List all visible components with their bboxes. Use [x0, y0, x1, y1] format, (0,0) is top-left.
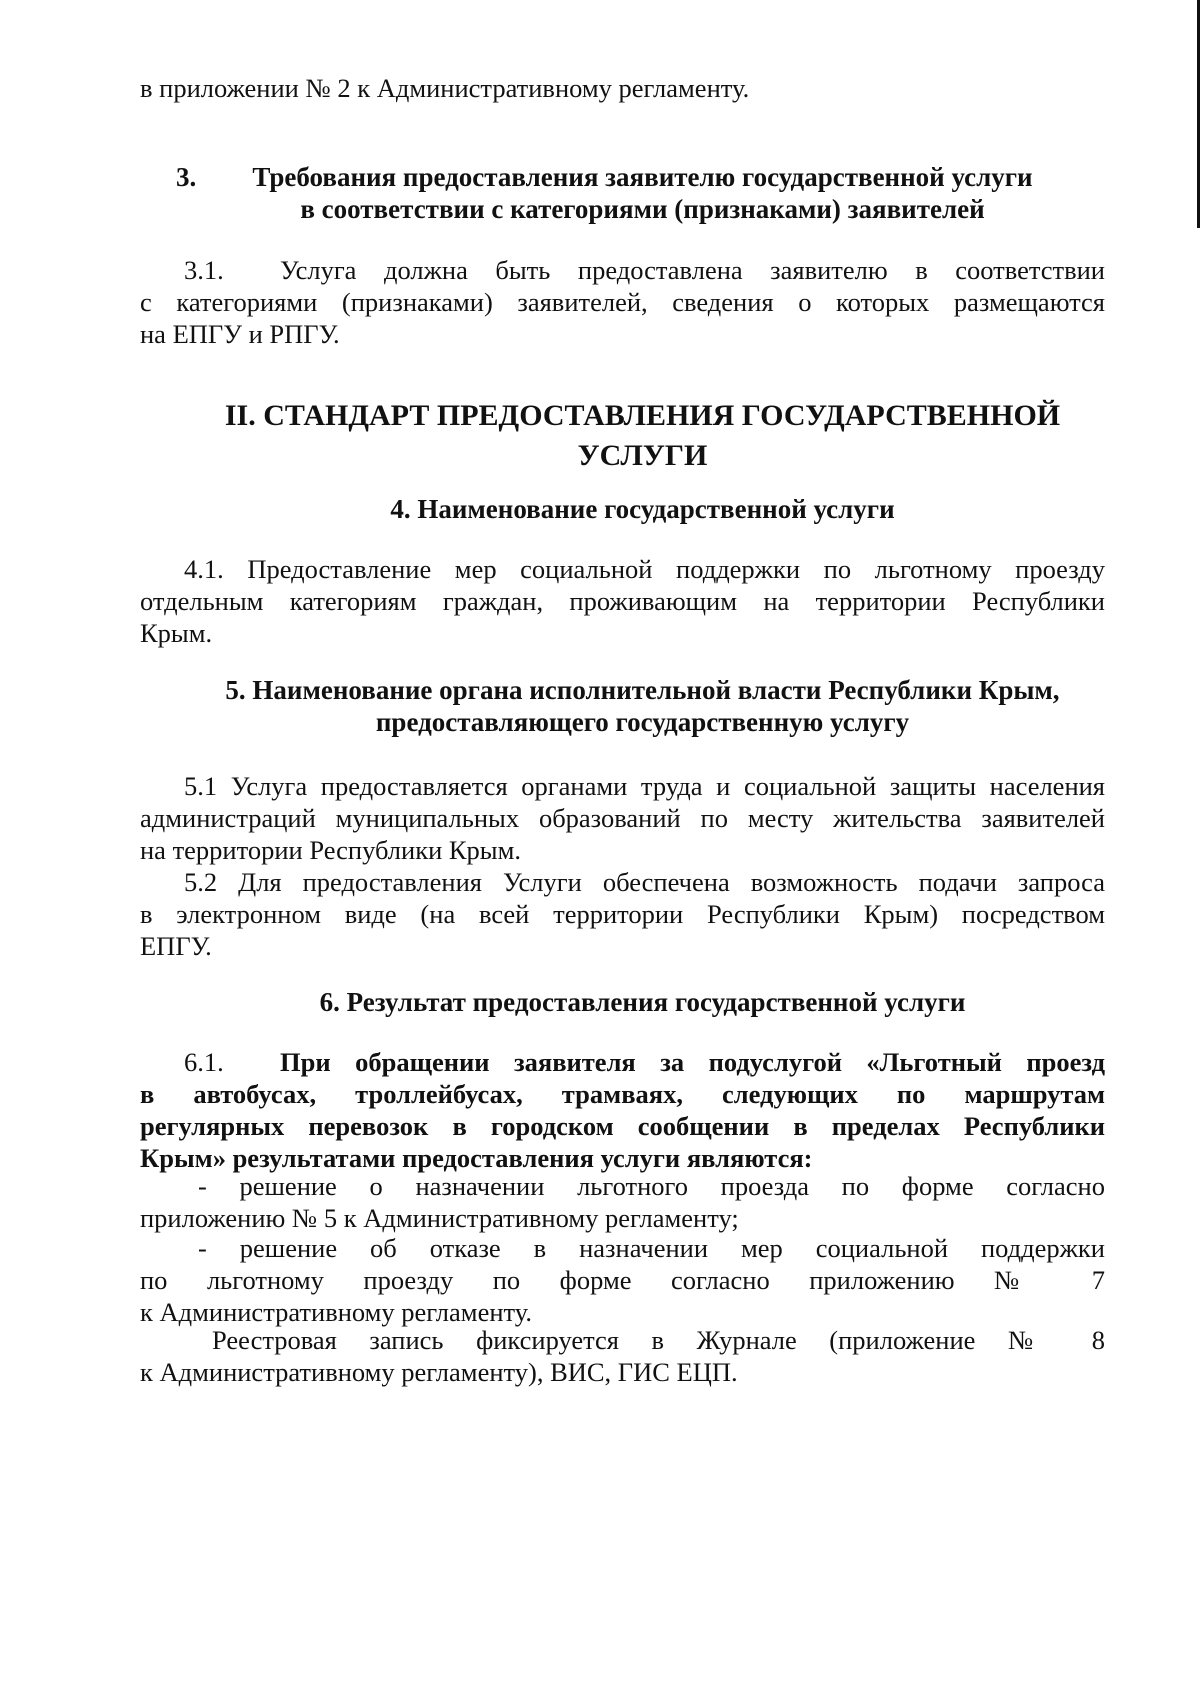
paragraph-3-1-line-3: на ЕПГУ и РПГУ.: [140, 319, 340, 349]
registry-note: [140, 1324, 1105, 1388]
paragraph-5-2-line-2: в электронном виде (на всей территории Республики Крым) посредством: [140, 899, 1105, 929]
intro-line: в приложении № 2 к Административному регламенту.: [140, 73, 750, 103]
paragraph-5-1-line-2: администраций муниципальных образований по месту жительства заявителей: [140, 803, 1105, 833]
result-item-2-line-3: к Административному регламенту.: [140, 1297, 532, 1327]
result-item-2: [140, 1232, 1105, 1328]
paragraph-5-2-line-3: ЕПГУ.: [140, 931, 212, 961]
paragraph-6-1: [140, 1046, 1105, 1174]
paragraph-5-1: [140, 770, 1105, 866]
result-item-1-line-1: - решение о назначении льготного проезда по форме согласно: [198, 1171, 1105, 1201]
result-item-1-line-2: приложению № 5 к Административному регламенту;: [140, 1203, 739, 1233]
paragraph-6-1-number: 6.1.: [184, 1047, 224, 1077]
part-2-title-line-1: II. СТАНДАРТ ПРЕДОСТАВЛЕНИЯ ГОСУДАРСТВЕННОЙ: [224, 399, 1061, 432]
paragraph-3-1-number: 3.1.: [184, 255, 224, 285]
paragraph-4-1: [140, 553, 1105, 649]
part-2-heading: [140, 396, 1105, 476]
part-2-title-line-2: УСЛУГИ: [577, 439, 708, 472]
result-item-1: [140, 1170, 1105, 1234]
paragraph-4-1-line-1: 4.1. Предоставление мер социальной поддержки по льготному проезду: [184, 554, 1105, 584]
registry-note-line-2: к Административному регламенту), ВИС, ГИС ЕЦП.: [140, 1357, 738, 1387]
section-3-heading: [140, 161, 1105, 225]
section-6-title: 6. Результат предоставления государственной услуги: [319, 987, 966, 1017]
paragraph-5-2-line-1: 5.2 Для предоставления Услуги обеспечена возможность подачи запроса: [184, 867, 1105, 897]
paragraph-6-1-line-4: Крым» результатами предоставления услуги являются:: [140, 1143, 813, 1173]
paragraph-4-1-line-3: Крым.: [140, 618, 213, 648]
section-5-title-line-2: предоставляющего государственную услугу: [375, 707, 910, 737]
section-3-title-line-2: в соответствии с категориями (признаками) заявителей: [300, 194, 985, 224]
paragraph-6-1-line-1: При обращении заявителя за подуслугой «Льготный проезд: [280, 1047, 1105, 1077]
paragraph-6-1-line-2: в автобусах, троллейбусах, трамваях, следующих по маршрутам: [140, 1079, 1105, 1109]
paragraph-6-1-line-3: регулярных перевозок в городском сообщении в пределах Республики: [140, 1111, 1105, 1141]
section-3-number: 3.: [176, 162, 197, 192]
paragraph-4-1-line-2: отдельным категориям граждан, проживающим на территории Республики: [140, 586, 1105, 616]
paragraph-3-1-line-1: Услуга должна быть предоставлена заявителю в соответствии: [280, 255, 1105, 285]
result-item-2-line-2: по льготному проезду по форме согласно приложению № 7: [140, 1265, 1105, 1295]
registry-note-line-1: Реестровая запись фиксируется в Журнале (приложение № 8: [212, 1325, 1105, 1355]
paragraph-3-1-line-2: с категориями (признаками) заявителей, сведения о которых размещаются: [140, 287, 1105, 317]
paragraph-3-1: [140, 254, 1105, 350]
section-3-title-line-1: Требования предоставления заявителю государственной услуги: [252, 162, 1033, 192]
paragraph-5-2: [140, 866, 1105, 962]
paragraph-5-1-line-1: 5.1 Услуга предоставляется органами труда и социальной защиты населения: [184, 771, 1105, 801]
result-item-2-line-1: - решение об отказе в назначении мер социальной поддержки: [198, 1233, 1105, 1263]
paragraph-5-1-line-3: на территории Республики Крым.: [140, 835, 522, 865]
section-5-title-line-1: 5. Наименование органа исполнительной власти Республики Крым,: [225, 675, 1060, 705]
section-4-title: 4. Наименование государственной услуги: [390, 494, 895, 524]
section-5-heading: [140, 674, 1105, 738]
